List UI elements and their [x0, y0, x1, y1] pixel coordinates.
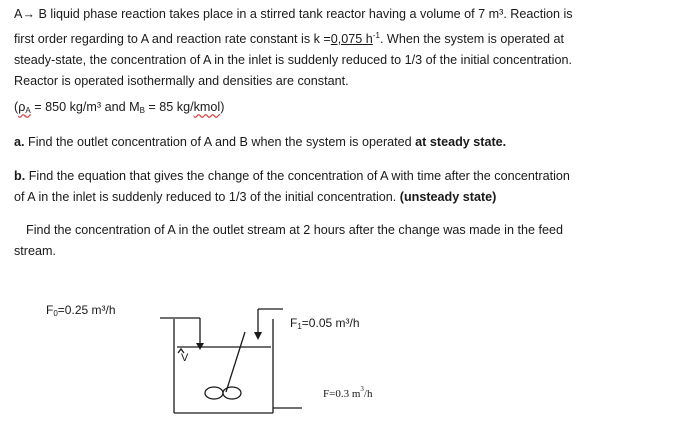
impeller-blade-right: [223, 387, 241, 399]
props-text-1: = 850 kg/m³ and M: [30, 100, 140, 114]
f1-subscript: 1: [297, 322, 302, 331]
part-b-text-1: Find the equation that gives the change of the concentration of A with time after the concentration: [25, 169, 570, 183]
f0-subscript: 0: [53, 309, 58, 318]
props-text-2: = 85 kg/: [144, 100, 194, 114]
stirrer-shaft: [226, 332, 245, 392]
followup-text-2: stream.: [14, 244, 56, 258]
f0-value: =0.25 m³/h: [57, 303, 116, 317]
statement-line-1: B liquid phase reaction takes place in a stirred tank reactor having a volume of 7 m³. Reaction is: [38, 7, 573, 21]
part-a-text: Find the outlet concentration of A and B when the system is operated: [24, 135, 416, 149]
statement-line-2b: . When the system is operated at: [379, 32, 565, 46]
level-marker: [178, 349, 184, 353]
second-feed-arrow-icon: [254, 332, 262, 340]
statement-line-2a: first order regarding to A and reaction rate constant is k =: [14, 32, 331, 46]
kmol-unit: kmol: [193, 100, 221, 114]
rate-constant-value: 0,075 h: [330, 32, 373, 46]
part-a-emphasis: at steady state.: [415, 135, 507, 149]
rate-constant-exponent: -1: [372, 31, 380, 40]
followup-text-1: Find the concentration of A in the outlet stream at 2 hours after the change was made in the feed: [26, 223, 563, 237]
impeller-blade-left: [205, 387, 223, 399]
f-unit: /h: [363, 388, 373, 400]
f0-symbol: F: [46, 303, 54, 317]
reaction-arrow: →: [22, 7, 35, 21]
f1-value: =0.05 m³/h: [301, 316, 360, 330]
f-symbol: F=0.3 m: [323, 388, 361, 400]
f1-symbol: F: [290, 316, 298, 330]
mb-subscript: B: [139, 106, 145, 115]
f-exponent: 3: [360, 385, 364, 393]
props-open-paren: (: [14, 100, 19, 114]
part-b-text-2: of A in the inlet is suddenly reduced to 1/3 of the initial concentration.: [14, 190, 400, 204]
statement-line-3: steady-state, the concentration of A in the inlet is suddenly reduced to 1/3 of the initial concentration.: [14, 53, 572, 67]
part-a-label: a.: [14, 135, 25, 149]
part-b-label: b.: [14, 169, 26, 183]
v-symbol: V: [181, 352, 189, 364]
rho-subscript: A: [25, 106, 31, 115]
rho-symbol: ρ: [18, 100, 26, 114]
statement-line-4: Reactor is operated isothermally and densities are constant.: [14, 74, 349, 88]
species-a: A: [14, 7, 23, 21]
part-b-emphasis: (unsteady state): [399, 190, 497, 204]
props-close-paren: ): [220, 100, 225, 114]
